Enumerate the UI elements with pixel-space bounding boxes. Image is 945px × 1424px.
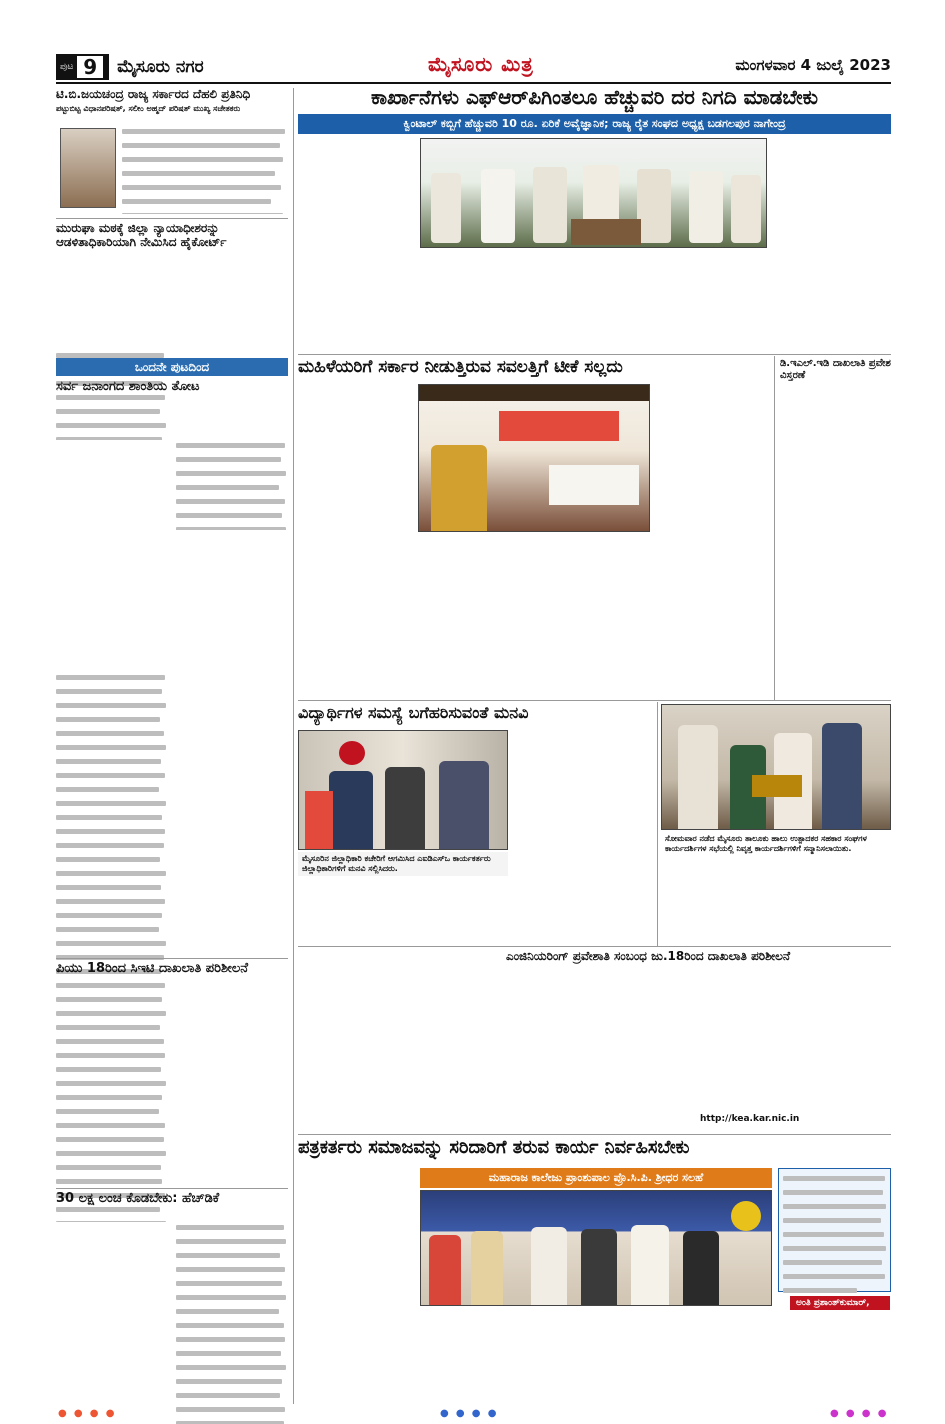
women-event-photo bbox=[418, 384, 650, 532]
registration-dots-left: ● ● ● ● bbox=[58, 1408, 117, 1419]
registration-dots-right: ● ● ● ● bbox=[830, 1408, 889, 1419]
section-name: ಮೈಸೂರು ನಗರ bbox=[117, 57, 204, 77]
left-continued-heading bbox=[56, 380, 288, 402]
left-second-body-b bbox=[176, 440, 288, 530]
bribe-heading bbox=[56, 1192, 288, 1212]
students-heading bbox=[298, 704, 653, 728]
pucet-heading bbox=[56, 962, 288, 982]
engineering-heading bbox=[506, 950, 891, 970]
left-divider-1 bbox=[56, 218, 288, 219]
left-continued-body-a bbox=[56, 672, 168, 1222]
bribe-headline: 30 ಲಕ್ಷ ಲಂಚ ಕೊಡಬೇಕು: ಹೆಚ್‌ಡಿಕೆ bbox=[56, 1192, 220, 1206]
left-continued-headline: ಸರ್ವ ಜನಾಂಗದ ಶಾಂತಿಯ ತೋಟ bbox=[56, 380, 200, 394]
kea-url[interactable]: http://kea.kar.nic.in bbox=[700, 1114, 800, 1124]
column-rule-right-box bbox=[774, 356, 775, 700]
main-divider-3 bbox=[298, 946, 891, 947]
continued-label: ಒಂದನೇ ಪುಟದಿಂದ bbox=[56, 358, 288, 376]
women-heading bbox=[298, 358, 773, 382]
portrait-photo bbox=[60, 128, 116, 208]
right-box-heading bbox=[780, 358, 891, 388]
right-box-headline: ಡಿ.ಇಎಲ್.ಇಡಿ ದಾಖಲಾತಿ ಪ್ರವೇಶ ವಿಸ್ತರಣೆ bbox=[780, 358, 891, 381]
page-number: 9 bbox=[77, 56, 103, 78]
main-top-heading bbox=[298, 86, 891, 114]
main-top-headline: ಕಾರ್ಖಾನೆಗಳು ಎಫ್‌ಆರ್‌ಪಿಗಿಂತಲೂ ಹೆಚ್ಚುವರಿ ದರ ನಿಗದಿ ಮಾಡಬೇಕು bbox=[371, 86, 818, 109]
masthead bbox=[56, 52, 891, 82]
quote-author: ಅಂತಿ ಪ್ರಶಾಂತ್‌ಕುಮಾರ್, bbox=[790, 1296, 890, 1310]
left-divider-3 bbox=[56, 1188, 288, 1189]
felicitation-photo bbox=[661, 704, 891, 830]
students-photo bbox=[298, 730, 508, 850]
issue-date: ಮಂಗಳವಾರ 4 ಜುಲೈ 2023 bbox=[735, 56, 891, 74]
journalists-heading bbox=[298, 1138, 891, 1166]
left-top-heading bbox=[56, 88, 288, 122]
students-headline: ವಿದ್ಯಾರ್ಥಿಗಳ ಸಮಸ್ಯೆ ಬಗೆಹರಿಸುವಂತೆ ಮನವಿ bbox=[298, 704, 529, 722]
masthead-rule bbox=[56, 82, 891, 84]
engineering-headline: ಎಂಜಿನಿಯರಿಂಗ್ ಪ್ರವೇಶಾತಿ ಸಂಬಂಧ ಜು.18ರಿಂದ ದಾಖಲಾತಿ ಪರಿಶೀಲನೆ bbox=[506, 950, 791, 963]
main-divider-4 bbox=[298, 1134, 891, 1135]
column-rule-felicitation bbox=[657, 702, 658, 946]
column-rule-left bbox=[293, 88, 294, 1404]
left-second-headline: ಮುರುಘಾ ಮಠಕ್ಕೆ ಜಿಲ್ಲಾ ನ್ಯಾಯಾಧೀಶರನ್ನು ಆಡಳಿತಾಧಿಕಾರಿಯಾಗಿ ನೇಮಿಸಿದ ಹೈಕೋರ್ಟ್ bbox=[56, 222, 227, 249]
left-top-headline: ಟಿ.ಬಿ.ಜಯಚಂದ್ರ ರಾಜ್ಯ ಸರ್ಕಾರದ ದೆಹಲಿ ಪ್ರತಿನಿಧಿ bbox=[56, 88, 251, 101]
journalists-event-photo bbox=[420, 1190, 772, 1306]
left-top-subhead: ಪಟ್ಟುಬಿಟ್ಟ ವಿಧಾನಪರಿಷತ್, ಸಲೀಂ ಅಹ್ಮದ್ ಪರಿಷತ್ ಮುಖ್ಯ ಸಚೇತಕರು bbox=[56, 103, 241, 113]
journalists-strap: ಮಹಾರಾಜ ಕಾಲೇಜು ಪ್ರಾಂಶುಪಾಲ ಪ್ರೊ.ಸಿ.ಪಿ. ಶ್ರೀಧರ ಸಲಹೆ bbox=[420, 1168, 772, 1188]
journalists-quote-box bbox=[778, 1168, 891, 1292]
left-second-heading bbox=[56, 222, 288, 258]
brand-logo: ಮೈಸೂರು ಮಿತ್ರ bbox=[428, 52, 534, 76]
left-top-body bbox=[122, 126, 288, 214]
farmers-press-photo bbox=[420, 138, 767, 248]
main-divider-2 bbox=[298, 700, 891, 701]
main-divider-1 bbox=[298, 354, 891, 355]
page-number-box bbox=[56, 54, 109, 80]
page-label: ಪುಟ bbox=[60, 62, 74, 72]
felicitation-caption: ಸೋಮವಾರ ನಡೆದ ಮೈಸೂರು ತಾಲೂಕು ಹಾಲು ಉತ್ಪಾದಕರ ಸಹಕಾರ ಸಂಘಗಳ ಕಾರ್ಯದರ್ಶಿಗಳ ಸಭೆಯಲ್ಲಿ ನಿವೃತ್ತ ಕಾರ್ಯದರ್ಶಿಗಳಿಗೆ ಸನ್ಮಾನಿಸಲಾಯಿತು. bbox=[661, 832, 891, 856]
registration-dots-center: ● ● ● ● bbox=[440, 1408, 499, 1419]
journalists-headline: ಪತ್ರಕರ್ತರು ಸಮಾಜವನ್ನು ಸರಿದಾರಿಗೆ ತರುವ ಕಾರ್ಯ ನಿರ್ವಹಿಸಬೇಕು bbox=[298, 1138, 690, 1158]
students-caption: ಮೈಸೂರಿನ ಜಿಲ್ಲಾಧಿಕಾರಿ ಕಚೇರಿಗೆ ಆಗಮಿಸಿದ ಎಐಡಿಎಸ್‌ಒ ಕಾರ್ಯಕರ್ತರು ಜಿಲ್ಲಾಧಿಕಾರಿಗಳಿಗೆ ಮನವಿ ಸಲ್ಲಿಸಿದರು. bbox=[298, 852, 508, 876]
women-headline: ಮಹಿಳೆಯರಿಗೆ ಸರ್ಕಾರ ನೀಡುತ್ತಿರುವ ಸವಲತ್ತಿಗೆ ಟೀಕೆ ಸಲ್ಲದು bbox=[298, 358, 623, 377]
left-continued-body-b bbox=[176, 1222, 288, 1424]
pucet-headline: ಪಿಯು 18ರಿಂದ ಸಿಇಟಿ ದಾಖಲಾತಿ ಪರಿಶೀಲನೆ bbox=[56, 962, 249, 976]
main-top-strap: ಕ್ವಿಂಟಾಲ್ ಕಬ್ಬಿಗೆ ಹೆಚ್ಚುವರಿ 10 ರೂ. ಏರಿಕೆ ಅವೈಜ್ಞಾನಿಕ; ರಾಜ್ಯ ರೈತ ಸಂಘದ ಅಧ್ಯಕ್ಷ ಬಡಗಲಪುರ ನಾಗೇಂದ್ರ bbox=[298, 114, 891, 134]
left-divider-2 bbox=[56, 958, 288, 959]
